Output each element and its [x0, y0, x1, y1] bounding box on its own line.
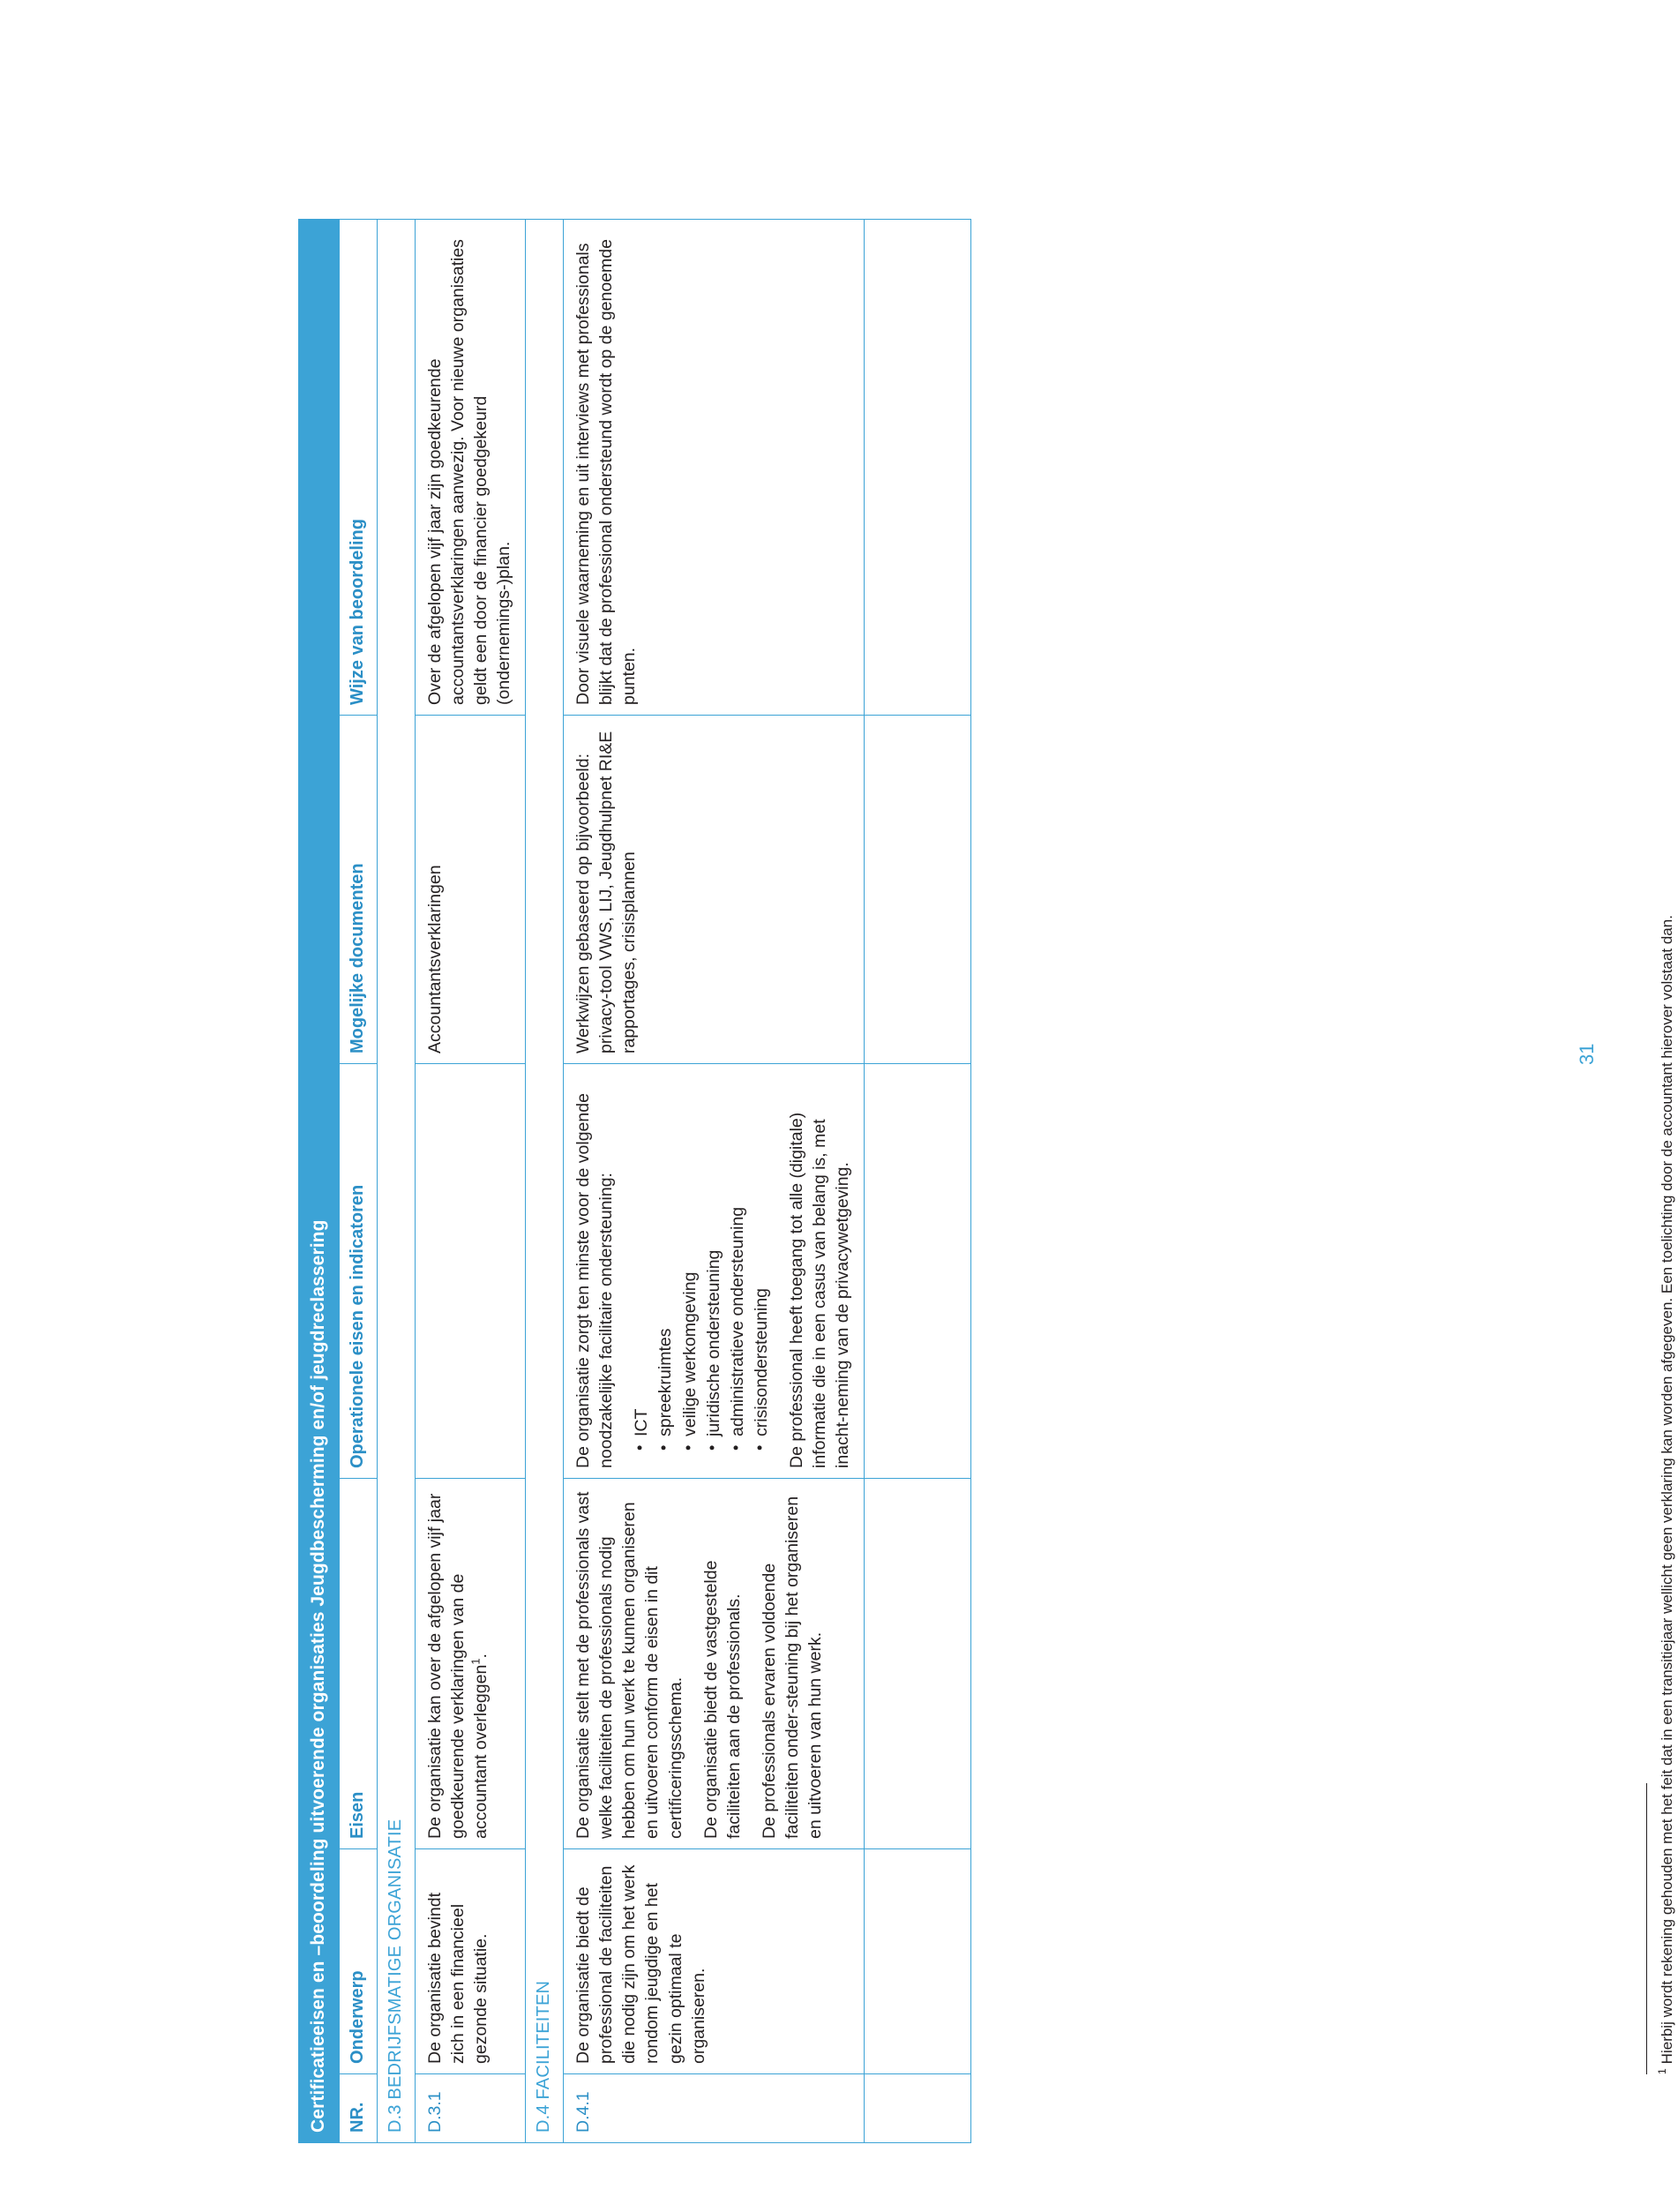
footnote-marker: 1	[468, 1658, 483, 1665]
row-eisen-d31	[415, 1479, 526, 1849]
table-title: Certificatieeisen en –beoordeling uitvoerende organisaties Jeugdbescherming en/of jeugdreclassering	[299, 219, 340, 2142]
section-label-d4: D.4 FACILITEITEN	[526, 219, 564, 2142]
footnote-rule	[1646, 1783, 1647, 2074]
table-filler-row	[865, 219, 971, 2142]
row-documenten-d31: Accountantsverklaringen	[415, 716, 526, 1064]
eisen-paragraph-3: De professionals ervaren voldoende faciliteiten onder-steuning bij het organiseren en uitvoeren van hun werk.	[759, 1496, 826, 1839]
certification-table	[298, 219, 971, 2143]
operationeel-intro: De organisatie zorgt ten minste voor de volgende noodzakelijke facilitaire ondersteuning:	[573, 1093, 617, 1468]
eisen-paragraph-1: De organisatie stelt met de professionals vast welke faciliteiten de professionals nodig hebben om hun werk te kunnen organiseren en uitvoeren conform de eisen in dit certificeringsschema.	[573, 1491, 685, 1839]
eisen-paragraph	[423, 1488, 492, 1839]
footnote-number: 1	[1656, 2068, 1669, 2074]
list-item: • spreekruimtes	[654, 1074, 677, 1451]
footnote-text-wrapper	[1657, 19, 1678, 2074]
footnote-text: Hierbij wordt rekening gehouden met het feit dat in een transitiejaar wellicht geen verklaring kan worden afgegeven. Een toelichting door de accountant hierover volstaat dan.	[1659, 915, 1675, 2065]
row-eisen-d41	[564, 1479, 865, 1849]
list-item: • juridische ondersteuning	[702, 1074, 725, 1451]
operationeel-bullet-list	[630, 1074, 773, 1468]
list-item: • ICT	[630, 1074, 653, 1451]
page-body	[298, 79, 1675, 2143]
column-header-mogelijke-documenten: Mogelijke documenten	[340, 716, 378, 1064]
footnote-block	[1646, 19, 1678, 2074]
column-header-nr: NR.	[340, 2074, 378, 2143]
table-row	[564, 219, 865, 2142]
row-operationeel-d31	[415, 1064, 526, 1479]
eisen-text: De organisatie kan over de afgelopen vijf jaar goedkeurende verklaringen van de accountant overleggen	[424, 1493, 491, 1839]
filler-cell-wijze	[865, 219, 971, 715]
column-header-wijze-van-beoordeling: Wijze van beoordeling	[340, 219, 378, 715]
list-item: • veilige werkomgeving	[678, 1074, 701, 1451]
section-label-d3: D.3 BEDRIJFSMATIGE ORGANISATIE	[377, 219, 415, 2142]
row-nr-d41: D.4.1	[564, 2074, 865, 2143]
list-item: • administratieve ondersteuning	[726, 1074, 749, 1451]
column-header-operationele-eisen: Operationele eisen en indicatoren	[340, 1064, 378, 1479]
row-onderwerp-d41: De organisatie biedt de professional de faciliteiten die nodig zijn om het werk rondom jeugdige en het gezin optimaal te organiseren.	[564, 1849, 865, 2074]
row-operationeel-d41	[564, 1064, 865, 1479]
row-documenten-d41: Werkwijzen gebaseerd op bijvoorbeeld: privacy-tool VWS, LIJ, Jeugdhulpnet RI&E rapportages, crisisplannen	[564, 716, 865, 1064]
table-header-row	[340, 219, 378, 2142]
filler-cell-onderwerp	[865, 1849, 971, 2074]
operationeel-outro: De professional heeft toegang tot alle (digitale) informatie die in een casus van belang is, met inacht-neming van de privacywetgeving.	[787, 1112, 853, 1468]
column-header-eisen: Eisen	[340, 1479, 378, 1849]
table-row	[415, 219, 526, 2142]
section-row-d3	[377, 219, 415, 2142]
eisen-text-tail: .	[470, 1653, 491, 1659]
section-row-d4	[526, 219, 564, 2142]
row-wijze-d41: Door visuele waarneming en uit interviews met professionals blijkt dat de professional ondersteund wordt op de genoemde punten.	[564, 219, 865, 715]
filler-cell-eisen	[865, 1479, 971, 1849]
row-nr-d31: D.3.1	[415, 2074, 526, 2143]
row-wijze-d31: Over de afgelopen vijf jaar zijn goedkeurende accountantsverklaringen aanwezig. Voor nieuwe organisaties geldt een door de financier goedgekeurd (ondernemings-)plan.	[415, 219, 526, 715]
table-title-row	[299, 219, 340, 2142]
filler-cell-operationeel	[865, 1064, 971, 1479]
eisen-paragraph-2: De organisatie biedt de vastgestelde faciliteiten aan de professionals.	[700, 1560, 744, 1839]
column-header-onderwerp: Onderwerp	[340, 1849, 378, 2074]
list-item: • crisisondersteuning	[750, 1074, 773, 1451]
filler-cell-nr	[865, 2074, 971, 2143]
filler-cell-documenten	[865, 716, 971, 1064]
row-onderwerp-d31: De organisatie bevindt zich in een financieel gezonde situatie.	[415, 1849, 526, 2074]
page-number: 31	[1576, 1043, 1598, 1065]
